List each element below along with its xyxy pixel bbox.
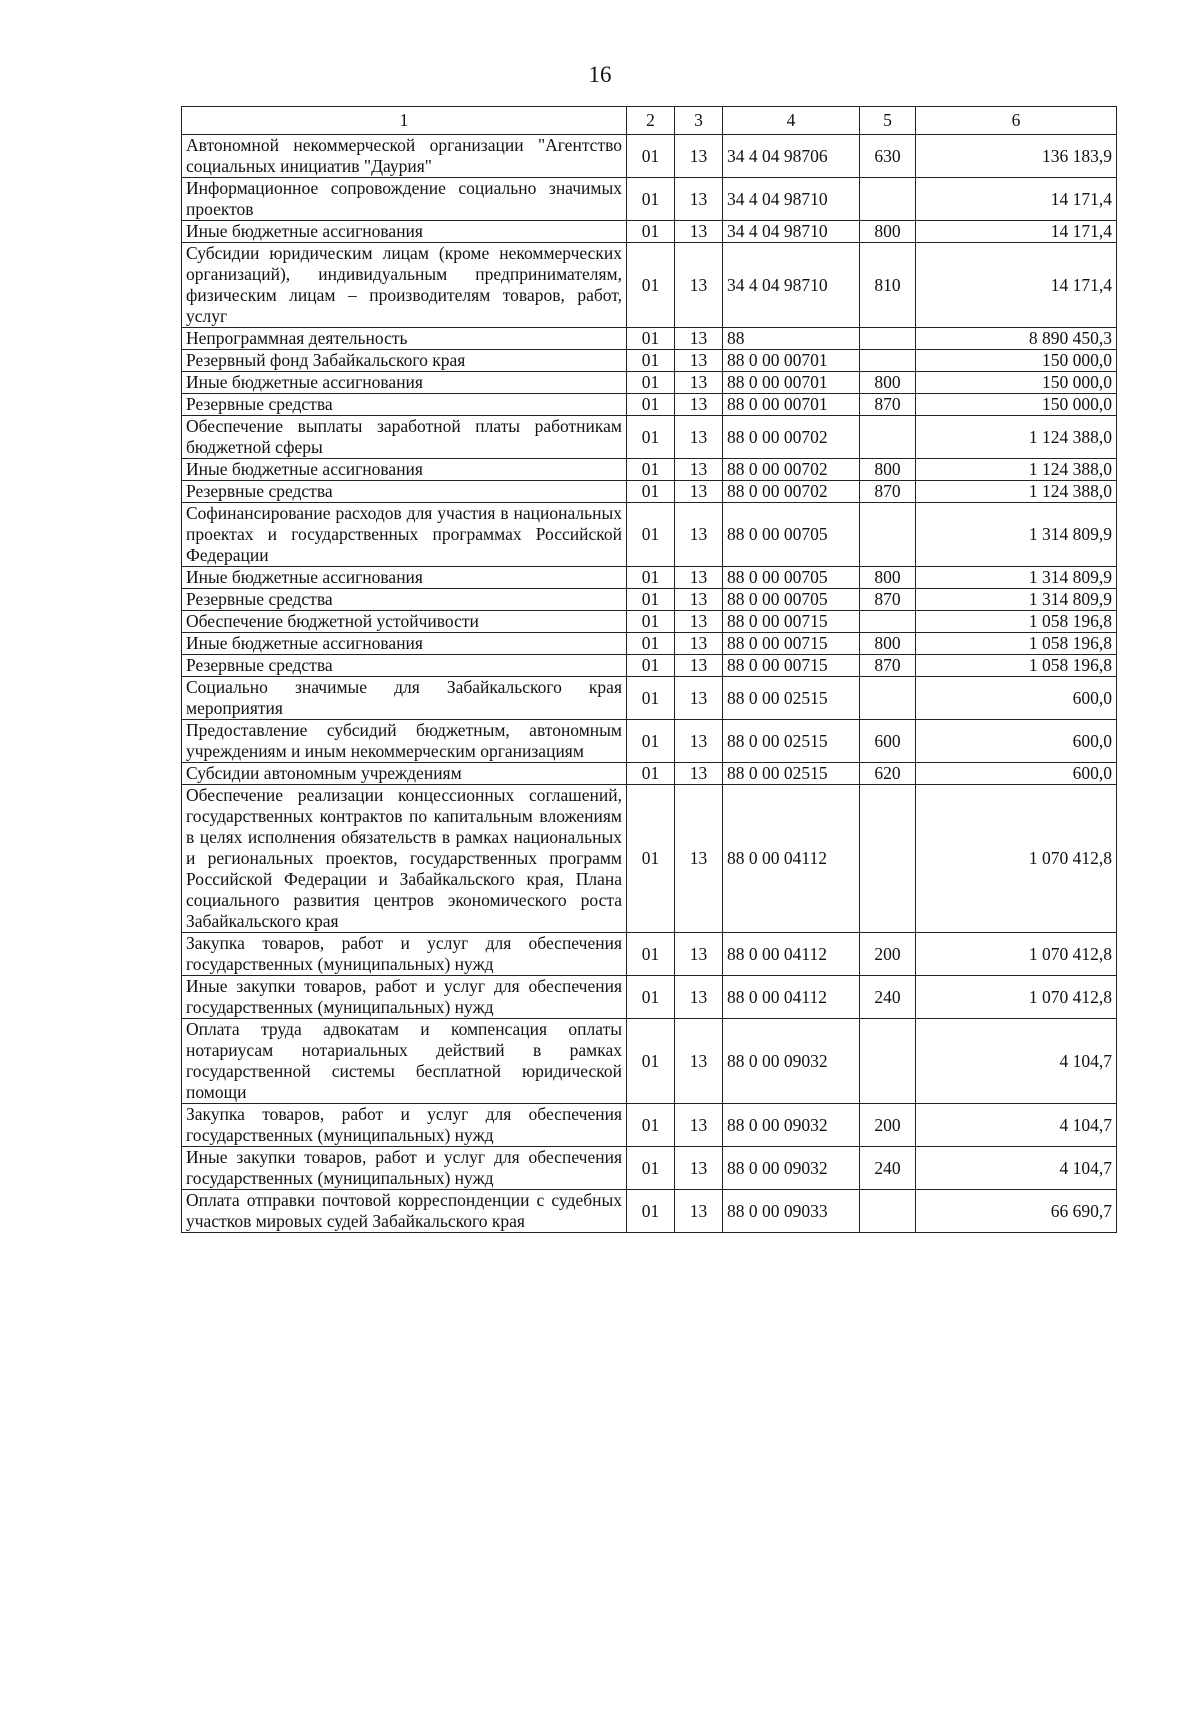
subsection-code: 13	[675, 655, 723, 677]
expense-type-code: 870	[860, 481, 916, 503]
target-article-code: 88 0 00 00715	[723, 611, 860, 633]
row-name: Софинансирование расходов для участия в национальных проектах и государственных программах Российской Федерации	[182, 503, 627, 567]
section-code: 01	[627, 243, 675, 328]
column-header-3: 3	[675, 107, 723, 135]
target-article-code: 34 4 04 98710	[723, 178, 860, 221]
row-name: Иные бюджетные ассигнования	[182, 221, 627, 243]
section-code: 01	[627, 611, 675, 633]
amount: 136 183,9	[916, 135, 1117, 178]
target-article-code: 88 0 00 02515	[723, 677, 860, 720]
target-article-code: 88 0 00 00715	[723, 633, 860, 655]
amount: 150 000,0	[916, 372, 1117, 394]
row-name: Непрограммная деятельность	[182, 328, 627, 350]
section-code: 01	[627, 1104, 675, 1147]
subsection-code: 13	[675, 567, 723, 589]
table-row	[182, 785, 1117, 933]
page-number: 16	[588, 62, 612, 87]
row-name: Закупка товаров, работ и услуг для обеспечения государственных (муниципальных) нужд	[182, 933, 627, 976]
table-row	[182, 1190, 1117, 1233]
table-row	[182, 1147, 1117, 1190]
amount: 8 890 450,3	[916, 328, 1117, 350]
amount: 600,0	[916, 763, 1117, 785]
subsection-code: 13	[675, 328, 723, 350]
header-row	[182, 107, 1117, 135]
subsection-code: 13	[675, 459, 723, 481]
row-name: Автономной некоммерческой организации "Агентство социальных инициатив "Даурия"	[182, 135, 627, 178]
row-name: Оплата отправки почтовой корреспонденции с судебных участков мировых судей Забайкальского края	[182, 1190, 627, 1233]
column-header-4: 4	[723, 107, 860, 135]
target-article-code: 88	[723, 328, 860, 350]
table-row	[182, 372, 1117, 394]
expense-type-code	[860, 611, 916, 633]
amount: 1 314 809,9	[916, 567, 1117, 589]
section-code: 01	[627, 394, 675, 416]
subsection-code: 13	[675, 1190, 723, 1233]
row-name: Информационное сопровождение социально значимых проектов	[182, 178, 627, 221]
subsection-code: 13	[675, 135, 723, 178]
section-code: 01	[627, 481, 675, 503]
expense-type-code	[860, 1190, 916, 1233]
target-article-code: 88 0 00 09032	[723, 1104, 860, 1147]
target-article-code: 88 0 00 09032	[723, 1019, 860, 1104]
table-row	[182, 503, 1117, 567]
subsection-code: 13	[675, 372, 723, 394]
row-name: Обеспечение бюджетной устойчивости	[182, 611, 627, 633]
subsection-code: 13	[675, 1104, 723, 1147]
row-name: Обеспечение выплаты заработной платы работникам бюджетной сферы	[182, 416, 627, 459]
row-name: Субсидии юридическим лицам (кроме некоммерческих организаций), индивидуальным предпринимателям, физическим лицам – производителям товаров, работ, услуг	[182, 243, 627, 328]
column-header-2: 2	[627, 107, 675, 135]
row-name: Резервный фонд Забайкальского края	[182, 350, 627, 372]
subsection-code: 13	[675, 633, 723, 655]
subsection-code: 13	[675, 503, 723, 567]
expense-type-code: 800	[860, 459, 916, 481]
section-code: 01	[627, 178, 675, 221]
expense-type-code: 870	[860, 589, 916, 611]
table-row	[182, 933, 1117, 976]
subsection-code: 13	[675, 677, 723, 720]
amount: 1 058 196,8	[916, 633, 1117, 655]
amount: 14 171,4	[916, 178, 1117, 221]
section-code: 01	[627, 328, 675, 350]
column-header-6: 6	[916, 107, 1117, 135]
row-name: Иные бюджетные ассигнования	[182, 633, 627, 655]
expense-type-code: 620	[860, 763, 916, 785]
target-article-code: 88 0 00 00701	[723, 394, 860, 416]
target-article-code: 88 0 00 00715	[723, 655, 860, 677]
subsection-code: 13	[675, 785, 723, 933]
column-header-1: 1	[182, 107, 627, 135]
section-code: 01	[627, 416, 675, 459]
table-row	[182, 567, 1117, 589]
target-article-code: 34 4 04 98710	[723, 243, 860, 328]
target-article-code: 88 0 00 04112	[723, 785, 860, 933]
expense-type-code	[860, 785, 916, 933]
subsection-code: 13	[675, 221, 723, 243]
section-code: 01	[627, 655, 675, 677]
amount: 150 000,0	[916, 350, 1117, 372]
row-name: Оплата труда адвокатам и компенсация оплаты нотариусам нотариальных действий в рамках государственной системы бесплатной юридической помощи	[182, 1019, 627, 1104]
expense-type-code: 800	[860, 567, 916, 589]
target-article-code: 88 0 00 04112	[723, 976, 860, 1019]
column-header-5: 5	[860, 107, 916, 135]
subsection-code: 13	[675, 350, 723, 372]
table-row	[182, 416, 1117, 459]
table-row	[182, 1104, 1117, 1147]
expense-type-code: 240	[860, 976, 916, 1019]
amount: 1 070 412,8	[916, 785, 1117, 933]
expense-type-code: 800	[860, 372, 916, 394]
amount: 1 070 412,8	[916, 976, 1117, 1019]
row-name: Резервные средства	[182, 589, 627, 611]
amount: 600,0	[916, 677, 1117, 720]
amount: 66 690,7	[916, 1190, 1117, 1233]
section-code: 01	[627, 976, 675, 1019]
target-article-code: 88 0 00 02515	[723, 720, 860, 763]
row-name: Социально значимые для Забайкальского края мероприятия	[182, 677, 627, 720]
subsection-code: 13	[675, 1019, 723, 1104]
section-code: 01	[627, 933, 675, 976]
subsection-code: 13	[675, 589, 723, 611]
expense-type-code: 200	[860, 1104, 916, 1147]
section-code: 01	[627, 221, 675, 243]
amount: 1 070 412,8	[916, 933, 1117, 976]
target-article-code: 88 0 00 00702	[723, 459, 860, 481]
expense-type-code: 600	[860, 720, 916, 763]
table-row	[182, 394, 1117, 416]
table-row	[182, 655, 1117, 677]
subsection-code: 13	[675, 763, 723, 785]
section-code: 01	[627, 677, 675, 720]
amount: 4 104,7	[916, 1147, 1117, 1190]
target-article-code: 88 0 00 00701	[723, 350, 860, 372]
target-article-code: 88 0 00 00702	[723, 481, 860, 503]
amount: 1 124 388,0	[916, 481, 1117, 503]
expense-type-code	[860, 677, 916, 720]
target-article-code: 88 0 00 00705	[723, 503, 860, 567]
section-code: 01	[627, 785, 675, 933]
subsection-code: 13	[675, 394, 723, 416]
subsection-code: 13	[675, 178, 723, 221]
row-name: Резервные средства	[182, 655, 627, 677]
expense-type-code: 630	[860, 135, 916, 178]
expense-type-code	[860, 416, 916, 459]
section-code: 01	[627, 350, 675, 372]
target-article-code: 88 0 00 04112	[723, 933, 860, 976]
table-row	[182, 328, 1117, 350]
table-row	[182, 633, 1117, 655]
amount: 1 314 809,9	[916, 503, 1117, 567]
row-name: Иные бюджетные ассигнования	[182, 567, 627, 589]
section-code: 01	[627, 589, 675, 611]
expense-type-code: 870	[860, 655, 916, 677]
table-row	[182, 611, 1117, 633]
table-row	[182, 1019, 1117, 1104]
table-row	[182, 720, 1117, 763]
expense-type-code	[860, 503, 916, 567]
expense-type-code: 870	[860, 394, 916, 416]
section-code: 01	[627, 633, 675, 655]
amount: 14 171,4	[916, 221, 1117, 243]
section-code: 01	[627, 459, 675, 481]
table-row	[182, 135, 1117, 178]
expense-type-code: 240	[860, 1147, 916, 1190]
amount: 600,0	[916, 720, 1117, 763]
subsection-code: 13	[675, 1147, 723, 1190]
table-row	[182, 221, 1117, 243]
row-name: Резервные средства	[182, 394, 627, 416]
expense-type-code	[860, 328, 916, 350]
target-article-code: 88 0 00 00705	[723, 567, 860, 589]
table-row	[182, 481, 1117, 503]
section-code: 01	[627, 567, 675, 589]
target-article-code: 88 0 00 00701	[723, 372, 860, 394]
expense-type-code: 800	[860, 633, 916, 655]
subsection-code: 13	[675, 976, 723, 1019]
amount: 1 314 809,9	[916, 589, 1117, 611]
row-name: Обеспечение реализации концессионных соглашений, государственных контрактов по капитальным вложениям в целях исполнения обязательств в рамках национальных и региональных проектов, государственных программ Российской Федерации и Забайкальского края, Плана социального развития центров экономического роста Забайкальского края	[182, 785, 627, 933]
row-name: Субсидии автономным учреждениям	[182, 763, 627, 785]
expense-type-code: 200	[860, 933, 916, 976]
expense-type-code	[860, 350, 916, 372]
subsection-code: 13	[675, 720, 723, 763]
budget-table	[181, 106, 1117, 1233]
row-name: Иные закупки товаров, работ и услуг для обеспечения государственных (муниципальных) нужд	[182, 976, 627, 1019]
section-code: 01	[627, 1147, 675, 1190]
amount: 1 058 196,8	[916, 611, 1117, 633]
subsection-code: 13	[675, 243, 723, 328]
amount: 1 124 388,0	[916, 416, 1117, 459]
table-row	[182, 677, 1117, 720]
row-name: Резервные средства	[182, 481, 627, 503]
target-article-code: 88 0 00 09033	[723, 1190, 860, 1233]
row-name: Иные бюджетные ассигнования	[182, 459, 627, 481]
table-row	[182, 589, 1117, 611]
table-row	[182, 976, 1117, 1019]
target-article-code: 88 0 00 02515	[723, 763, 860, 785]
section-code: 01	[627, 763, 675, 785]
amount: 1 058 196,8	[916, 655, 1117, 677]
section-code: 01	[627, 503, 675, 567]
target-article-code: 88 0 00 00702	[723, 416, 860, 459]
table-row	[182, 350, 1117, 372]
section-code: 01	[627, 135, 675, 178]
row-name: Иные закупки товаров, работ и услуг для обеспечения государственных (муниципальных) нужд	[182, 1147, 627, 1190]
amount: 150 000,0	[916, 394, 1117, 416]
subsection-code: 13	[675, 481, 723, 503]
expense-type-code	[860, 1019, 916, 1104]
table-row	[182, 243, 1117, 328]
table-row	[182, 459, 1117, 481]
row-name: Предоставление субсидий бюджетным, автономным учреждениям и иным некоммерческим организациям	[182, 720, 627, 763]
target-article-code: 88 0 00 09032	[723, 1147, 860, 1190]
subsection-code: 13	[675, 611, 723, 633]
section-code: 01	[627, 372, 675, 394]
target-article-code: 34 4 04 98710	[723, 221, 860, 243]
expense-type-code: 810	[860, 243, 916, 328]
target-article-code: 88 0 00 00705	[723, 589, 860, 611]
section-code: 01	[627, 1190, 675, 1233]
subsection-code: 13	[675, 416, 723, 459]
amount: 4 104,7	[916, 1104, 1117, 1147]
table-row	[182, 763, 1117, 785]
amount: 14 171,4	[916, 243, 1117, 328]
target-article-code: 34 4 04 98706	[723, 135, 860, 178]
expense-type-code: 800	[860, 221, 916, 243]
section-code: 01	[627, 720, 675, 763]
subsection-code: 13	[675, 933, 723, 976]
expense-type-code	[860, 178, 916, 221]
amount: 4 104,7	[916, 1019, 1117, 1104]
section-code: 01	[627, 1019, 675, 1104]
amount: 1 124 388,0	[916, 459, 1117, 481]
row-name: Иные бюджетные ассигнования	[182, 372, 627, 394]
row-name: Закупка товаров, работ и услуг для обеспечения государственных (муниципальных) нужд	[182, 1104, 627, 1147]
table-row	[182, 178, 1117, 221]
